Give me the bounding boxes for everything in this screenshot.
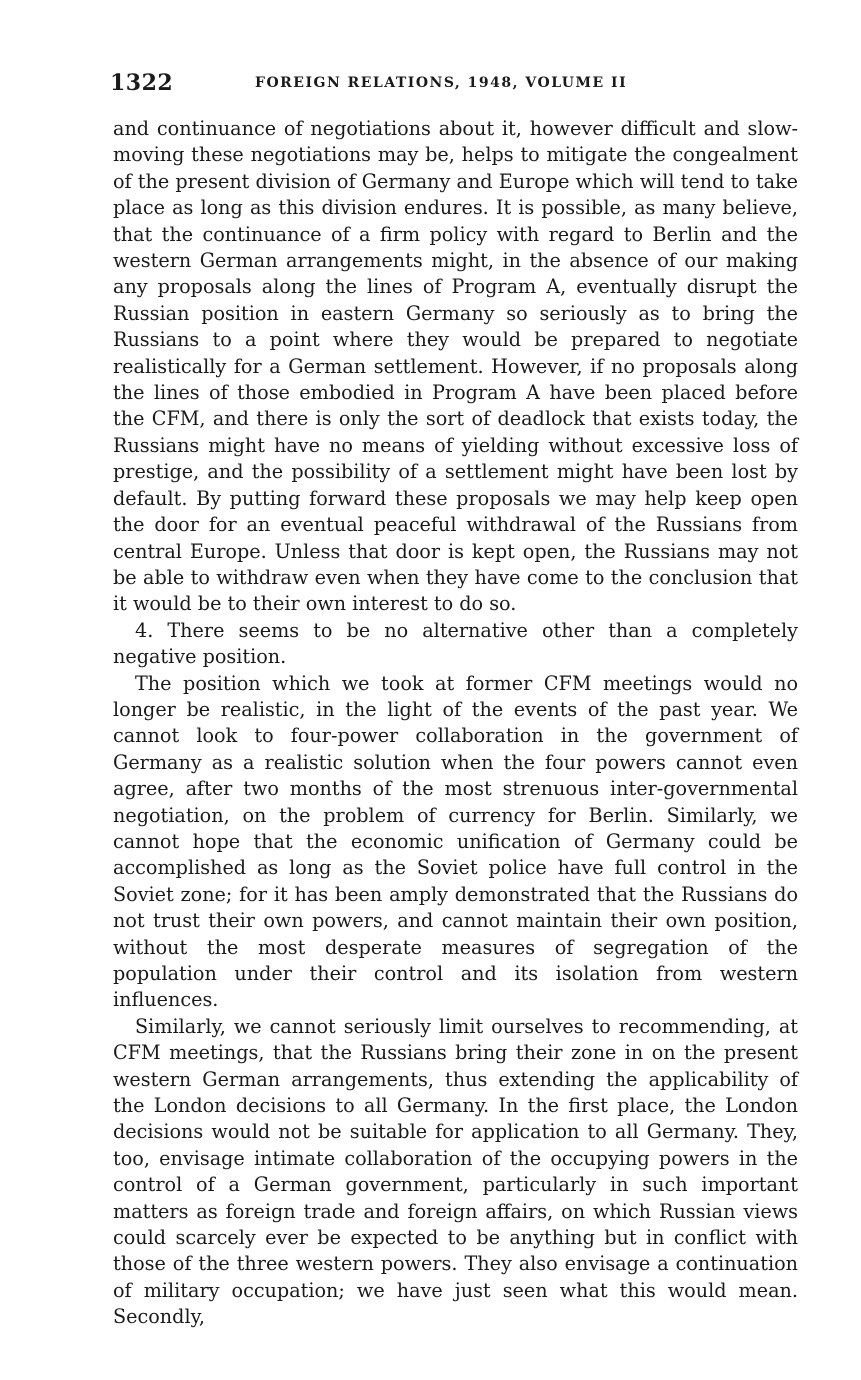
page-number: 1322 xyxy=(110,70,174,96)
running-head: FOREIGN RELATIONS, 1948, VOLUME II xyxy=(255,75,628,91)
paragraph-point-4: 4. There seems to be no alternative other than a completely negative position. xyxy=(113,618,798,669)
paragraph-continued: and continuance of negotiations about it, however difficult and slow-moving these negotiations may be, helps to mitigate the congealment of the present division of Germany and Europe which will tend to take place as long as this division endures. It is possible, as many believe, that the continuance of a firm policy with regard to Berlin and the western German arrangements might, in the absence of our making any proposals along the lines of Program A, eventually disrupt the Russian position in eastern Germany so seriously as to bring the Russians to a point where they would be prepared to negotiate realistically for a German settlement. However, if no proposals along the lines of those embodied in Program A have been placed before the CFM, and there is only the sort of deadlock that exists today, the Russians might have no means of yielding without excessive loss of prestige, and the possibility of a settlement might have been lost by default. By putting forward these proposals we may help keep open the door for an eventual peaceful withdrawal of the Russians from central Europe. Unless that door is kept open, the Russians may not be able to withdraw even when they have come to the conclusion that it would be to their own interest to do so. xyxy=(113,117,798,616)
page-header xyxy=(110,70,810,100)
body-text xyxy=(113,116,798,1331)
paragraph-london-decisions: Similarly, we cannot seriously limit ourselves to recommending, at CFM meetings, that the Russians bring their zone in on the present western German arrangements, thus extending the applicability of the London decisions to all Germany. In the first place, the London decisions would not be suitable for application to all Germany. They, too, envisage intimate collaboration of the occupying powers in the control of a German government, particularly in such important matters as foreign trade and foreign affairs, on which Russian views could scarcely ever be expected to be anything but in conflict with those of the three western powers. They also envisage a continuation of military occupation; we have just seen what this would mean. Secondly, xyxy=(113,1014,798,1329)
paragraph-former-cfm-position: The position which we took at former CFM meetings would no longer be realistic, in the light of the events of the past year. We cannot look to four-power collaboration in the government of Germany as a realistic solution when the four powers cannot even agree, after two months of the most strenuous inter-governmental negotiation, on the problem of currency for Berlin. Similarly, we cannot hope that the economic unification of Germany could be accomplished as long as the Soviet police have full control in the Soviet zone; for it has been amply demonstrated that the Russians do not trust their own powers, and cannot maintain their own position, without the most desperate measures of segregation of the population under their control and its isolation from western influences. xyxy=(113,671,798,1012)
